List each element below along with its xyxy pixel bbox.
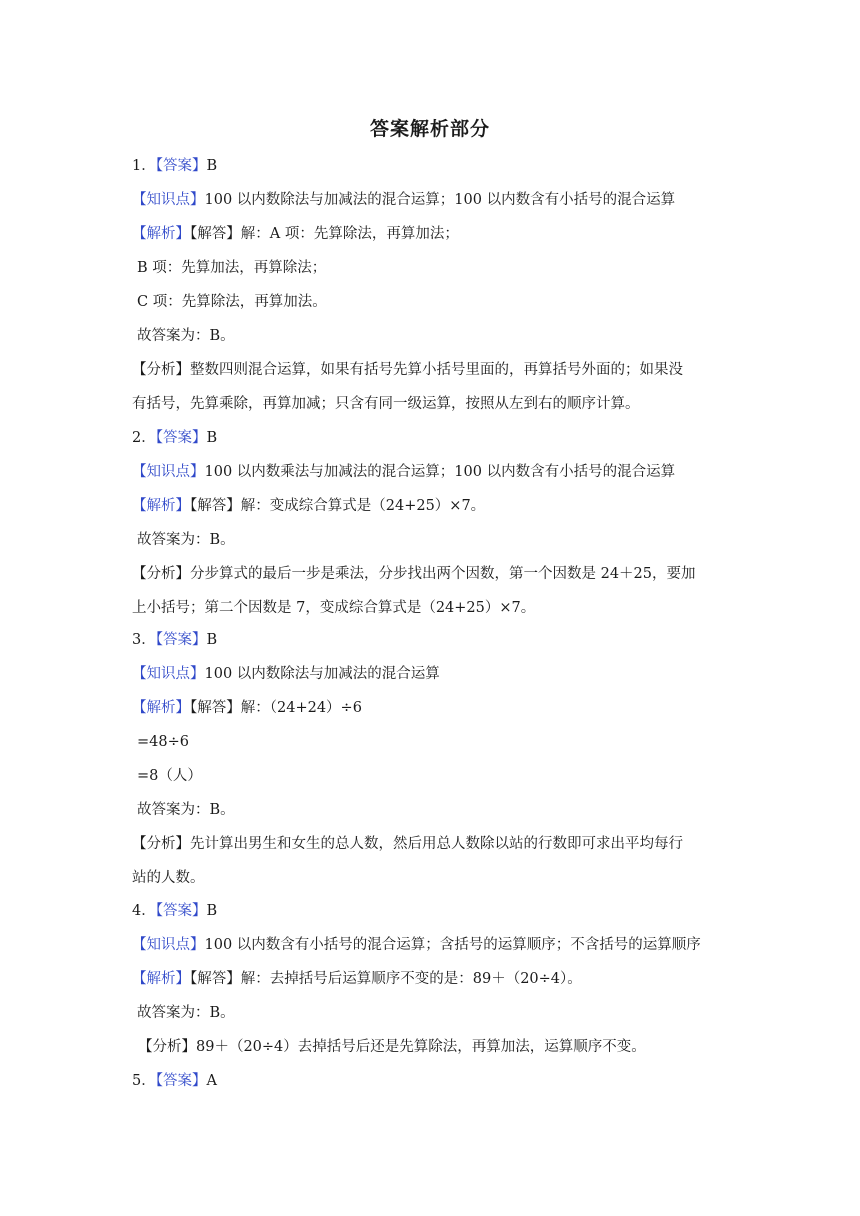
q3-step: =8（人）: [137, 768, 202, 784]
q2-solution: 解：变成综合算式是（24+25）×7。: [240, 498, 486, 514]
answer-label: 【答案】: [155, 158, 207, 174]
q3-answer: B: [206, 632, 218, 648]
q2-fenxi: 分步算式的最后一步是乘法，分步找出两个因数，第一个因数是 24＋25，要加: [190, 566, 696, 582]
q2-knowledge: 100 以内数乘法与加减法的混合运算；100 以内数含有小括号的混合运算: [204, 464, 676, 480]
solution-label: 【解答】: [190, 971, 241, 987]
q3-solution: 解：（24+24）÷6: [240, 700, 362, 716]
q1-step: C 项：先算除法，再算加法。: [137, 294, 327, 310]
q2-solution-line: [132, 496, 485, 516]
solution-label: 【解答】: [190, 498, 241, 514]
answer-label: 【答案】: [155, 903, 207, 919]
q5-answer-line: [132, 1071, 217, 1091]
q1-fenxi-line: [132, 360, 683, 380]
q1-solution: 解：A 项：先算除法，再算加法；: [240, 226, 459, 242]
fenxi-label: 【分析】: [138, 1039, 196, 1055]
analysis-label: 【解析】: [132, 971, 190, 987]
answer-label: 【答案】: [155, 430, 207, 446]
q2-fenxi-line: [132, 564, 696, 584]
q2-answer: B: [206, 430, 218, 446]
q4-fenxi: 89＋（20÷4）去掉括号后还是先算除法，再算加法，运算顺序不变。: [196, 1039, 646, 1055]
solution-label: 【解答】: [190, 226, 241, 242]
q4-knowledge: 100 以内数含有小括号的混合运算；含括号的运算顺序；不含括号的运算顺序: [204, 937, 701, 953]
q1-conclusion: 故答案为：B。: [137, 328, 235, 344]
q3-knowledge: 100 以内数除法与加减法的混合运算: [204, 666, 440, 682]
q3-answer-line: [132, 630, 217, 650]
q1-solution-line: [132, 224, 459, 244]
fenxi-label: 【分析】: [132, 566, 190, 582]
q1-fenxi: 整数四则混合运算，如果有括号先算小括号里面的，再算括号外面的；如果没: [190, 362, 683, 378]
q5-number: 5．: [132, 1073, 156, 1089]
q3-conclusion: 故答案为：B。: [137, 802, 235, 818]
q1-step: B 项：先算加法，再算除法；: [137, 260, 327, 276]
q1-answer-line: [132, 156, 217, 176]
q2-answer-line: [132, 428, 217, 448]
q1-fenxi-cont: 有括号，先算乘除，再算加减；只含有同一级运算，按照从左到右的顺序计算。: [132, 396, 640, 412]
q4-conclusion: 故答案为：B。: [137, 1005, 235, 1021]
q3-step: =48÷6: [137, 734, 189, 750]
page-title: 答案解析部分: [369, 118, 490, 140]
fenxi-label: 【分析】: [132, 836, 190, 852]
q3-fenxi-cont: 站的人数。: [132, 870, 205, 886]
q4-knowledge-line: [132, 935, 701, 955]
solution-label: 【解答】: [190, 700, 241, 716]
q4-answer: B: [206, 903, 218, 919]
q3-fenxi-line: [132, 834, 683, 854]
q4-number: 4．: [132, 903, 156, 919]
q3-fenxi: 先计算出男生和女生的总人数，然后用总人数除以站的行数即可求出平均每行: [190, 836, 683, 852]
knowledge-label: 【知识点】: [132, 192, 205, 208]
q3-solution-line: [132, 698, 362, 718]
q2-fenxi-cont: 上小括号；第二个因数是 7，变成综合算式是（24+25）×7。: [132, 600, 536, 616]
analysis-label: 【解析】: [132, 498, 190, 514]
q1-knowledge-line: [132, 190, 675, 210]
q3-number: 3．: [132, 632, 156, 648]
analysis-label: 【解析】: [132, 226, 190, 242]
q4-solution: 解：去掉括号后运算顺序不变的是：89＋（20÷4）。: [240, 971, 582, 987]
q2-number: 2．: [132, 430, 156, 446]
q2-conclusion: 故答案为：B。: [137, 532, 235, 548]
knowledge-label: 【知识点】: [132, 464, 205, 480]
answer-label: 【答案】: [155, 1073, 207, 1089]
q4-answer-line: [132, 901, 217, 921]
q3-knowledge-line: [132, 664, 440, 684]
q1-answer: B: [206, 158, 218, 174]
q4-fenxi-line: [138, 1037, 646, 1057]
q1-number: 1．: [132, 158, 156, 174]
q4-solution-line: [132, 969, 582, 989]
q5-answer: A: [206, 1073, 217, 1089]
analysis-label: 【解析】: [132, 700, 190, 716]
q1-knowledge: 100 以内数除法与加减法的混合运算；100 以内数含有小括号的混合运算: [204, 192, 676, 208]
answer-label: 【答案】: [155, 632, 207, 648]
q2-knowledge-line: [132, 462, 675, 482]
fenxi-label: 【分析】: [132, 362, 190, 378]
knowledge-label: 【知识点】: [132, 937, 205, 953]
knowledge-label: 【知识点】: [132, 666, 205, 682]
